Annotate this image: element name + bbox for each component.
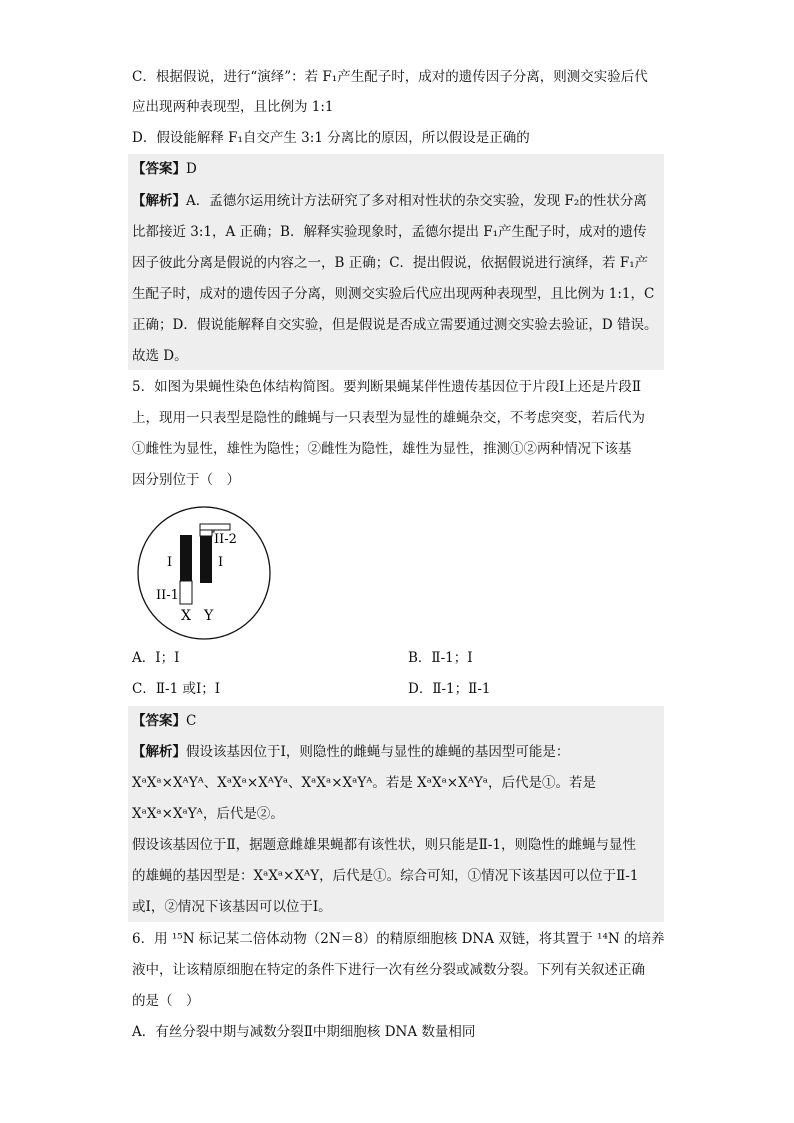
- x-chromosome-segment-II1: [180, 581, 192, 604]
- q4-analysis-line2: 比都接近 3:1，A 正确；B．解释实验现象时，孟德尔提出 F₁产生配子时，成对的遗传: [132, 224, 647, 240]
- q6-option-a: A．有丝分裂中期与减数分裂Ⅱ中期细胞核 DNA 数量相同: [132, 1024, 476, 1040]
- q6-stem-line2: 液中，让该精原细胞在特定的条件下进行一次有丝分裂或减数分裂。下列有关叙述正确: [132, 962, 645, 978]
- q4-analysis-text1: A．孟德尔运用统计方法研究了多对相对性状的杂交实验，发现 F₂的性状分离: [186, 193, 647, 209]
- q4-answer: [132, 159, 197, 179]
- label-II1: II-1: [156, 588, 179, 603]
- q5-option-b: B．Ⅱ-1；Ⅰ: [408, 650, 473, 666]
- q5-option-d: D．Ⅱ-1；Ⅱ-1: [408, 681, 491, 697]
- y-chromosome-neck: [200, 530, 212, 536]
- q5-analysis-text1: 假设该基因位于Ⅰ，则隐性的雌蝇与显性的雄蝇的基因型可能是：: [186, 744, 570, 760]
- q4-answer-tag: 【答案】: [132, 161, 186, 177]
- label-X: X: [181, 608, 191, 624]
- q4-analysis-line5: 正确；D．假说能解释自交实验，但是假说是否成立需要通过测交实验去验证，D 错误。: [132, 317, 658, 333]
- q5-answer-value: C: [186, 713, 197, 729]
- q4-option-c-line2: 应出现两种表现型，且比例为 1:1: [132, 99, 334, 115]
- x-chromosome-segment-I: [180, 535, 192, 581]
- q5-stem-line1: 5．如图为果蝇性染色体结构简图。要判断果蝇某伴性遗传基因位于片段Ⅰ上还是片段Ⅱ: [132, 379, 642, 395]
- q4-analysis-line6: 故选 D。: [132, 348, 188, 364]
- q5-stem-line4: 因分别位于（ ）: [132, 472, 240, 488]
- q5-analysis-line4: 假设该基因位于Ⅱ，据题意雌雄果蝇都有该性状，则只能是Ⅱ-1，则隐性的雌蝇与显性: [132, 837, 637, 853]
- label-II2: II-2: [214, 532, 237, 547]
- q4-analysis-line4: 生配子时，成对的遗传因子分离，则测交实验后代应出现两种表现型，且比例为 1:1，C: [132, 286, 655, 302]
- q4-option-c-line1: C．根据假说，进行“演绎”：若 F₁产生配子时，成对的遗传因子分离，则测交实验后代: [132, 69, 648, 85]
- q5-answer-tag: 【答案】: [132, 713, 186, 729]
- y-chromosome-segment-II2: [200, 524, 230, 530]
- label-Y: Y: [204, 608, 214, 624]
- q5-analysis-line5: 的雄蝇的基因型是：XᵃXᵃ×XᴬY，后代是①。综合可知，①情况下该基因可以位于Ⅱ-1: [132, 868, 639, 884]
- q5-analysis-line6: 或Ⅰ，②情况下该基因可以位于Ⅰ。: [132, 899, 332, 915]
- label-I-right: I: [218, 555, 224, 570]
- q5-option-a: A．Ⅰ；Ⅰ: [132, 650, 180, 666]
- q4-analysis-line1: [132, 191, 647, 211]
- q4-analysis-tag: 【解析】: [132, 193, 186, 209]
- q6-stem-line1: 6．用 ¹⁵N 标记某二倍体动物（2N＝8）的精原细胞核 DNA 双链，将其置于 ¹⁴N 的培养: [132, 931, 665, 947]
- q5-option-c: C．Ⅱ-1 或Ⅰ；Ⅰ: [132, 681, 221, 697]
- q5-analysis-tag: 【解析】: [132, 744, 186, 760]
- q5-analysis-line3: XᵃXᵃ×XᵃYᴬ，后代是②。: [132, 806, 284, 822]
- q5-analysis-line1: [132, 742, 569, 762]
- y-chromosome-segment-I: [200, 536, 212, 583]
- q5-answer: [132, 711, 196, 731]
- q5-stem-line3: ①雌性为显性，雄性为隐性；②雌性为隐性，雄性为显性，推测①②两种情况下该基: [132, 441, 632, 457]
- q4-analysis-line3: 因子彼此分离是假说的内容之一，B 正确；C．提出假说，依据假说进行演绎，若 F₁产: [132, 255, 649, 271]
- sex-chromosome-diagram: [136, 505, 272, 641]
- q6-stem-line3: 的是（ ）: [132, 993, 200, 1009]
- label-I-left: I: [167, 555, 173, 570]
- q5-analysis-line2: XᵃXᵃ×XᴬYᴬ、XᵃXᵃ×XᴬYᵃ、XᵃXᵃ×XᵃYᴬ。若是 XᵃXᵃ×XᴬYᵃ，后代是①。若是: [132, 775, 596, 791]
- q5-stem-line2: 上，现用一只表型是隐性的雌蝇与一只表型为显性的雄蝇杂交，不考虑突变，若后代为: [132, 410, 645, 426]
- q4-option-d: D．假设能解释 F₁自交产生 3:1 分离比的原因，所以假设是正确的: [132, 130, 530, 146]
- q4-answer-value: D: [186, 161, 197, 177]
